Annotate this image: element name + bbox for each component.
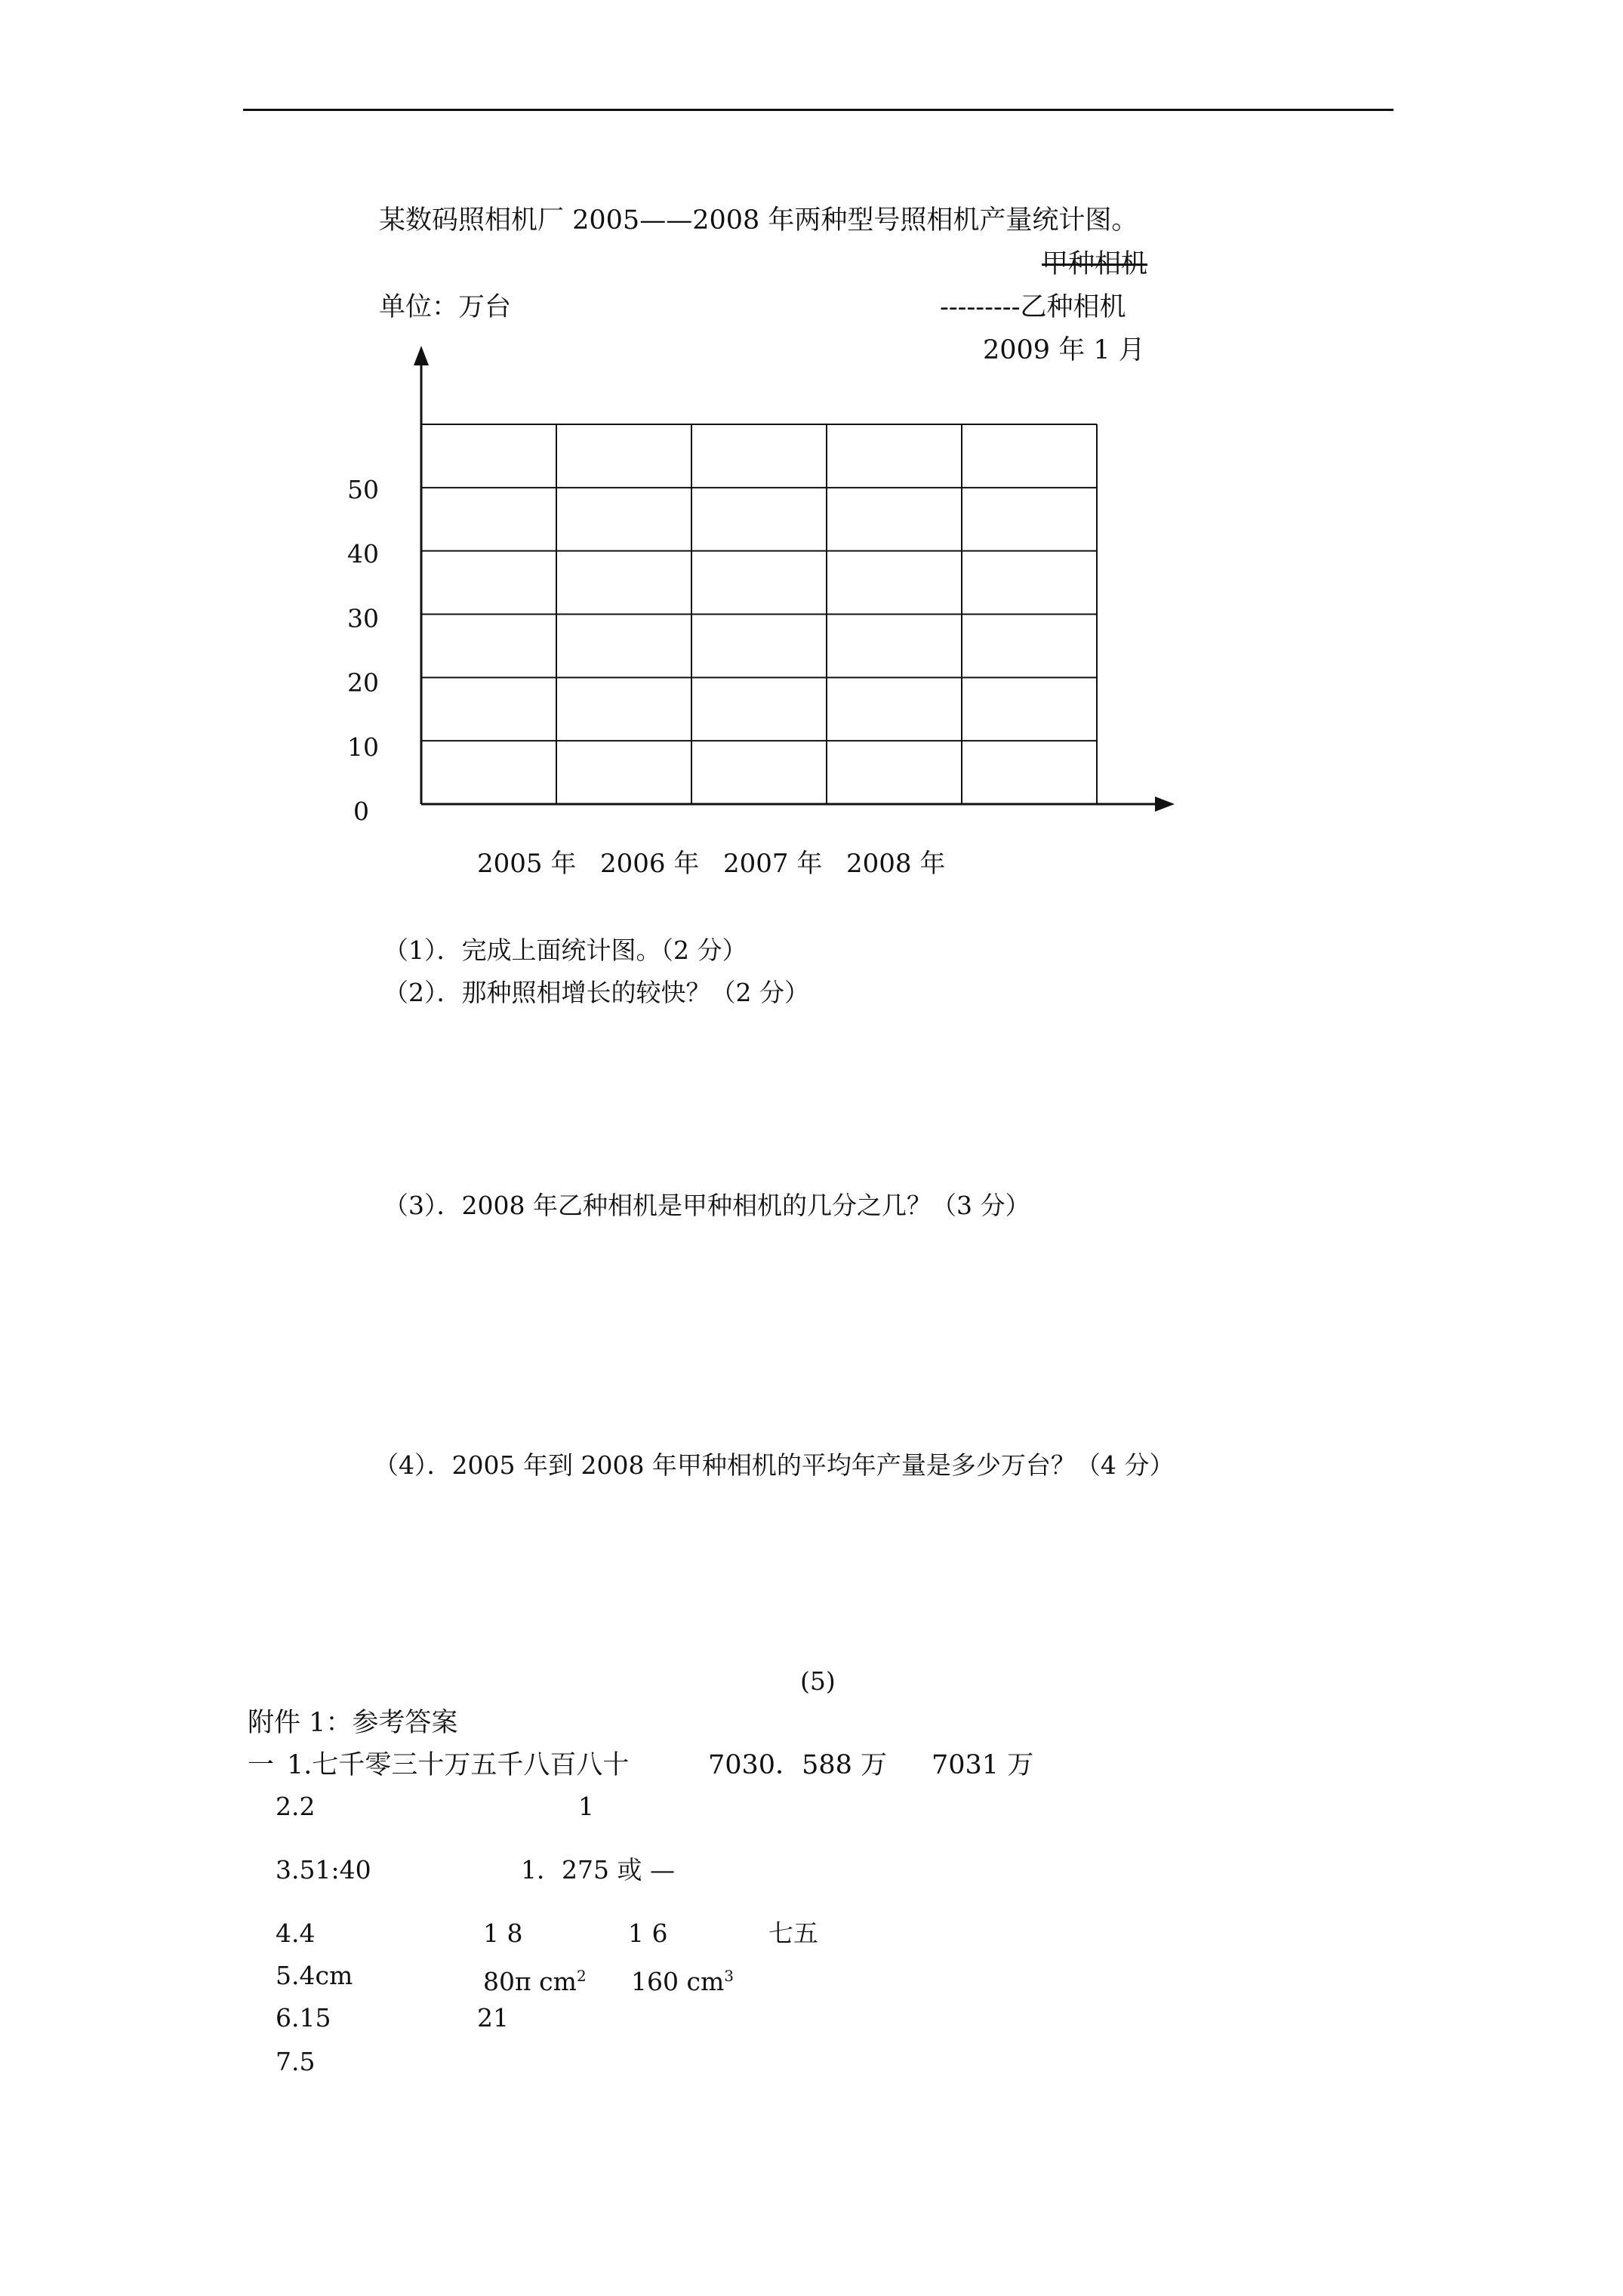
y-axis-arrow <box>414 346 429 365</box>
x-tick-label: 2006 年 <box>600 849 700 879</box>
answer-6-value-2: 21 <box>477 2003 509 2032</box>
answer-5-value-2-sup: 2 <box>576 1967 587 1985</box>
y-tick-label: 0 <box>353 797 369 826</box>
page-number: (5) <box>800 1666 836 1696</box>
answer-section-label: 一 <box>248 1750 275 1780</box>
x-tick-label: 2007 年 <box>723 849 823 879</box>
answer-1-value-3: 7031 万 <box>932 1750 1034 1780</box>
question-2: （2）．那种照相增长的较快？（2 分） <box>383 978 809 1007</box>
legend-yi-dashes: --------- <box>940 292 1021 322</box>
x-tick-labels <box>477 849 945 879</box>
answer-3-value-2: 1．275 或 — <box>521 1855 675 1885</box>
answer-5-value-3 <box>631 1962 734 1996</box>
appendix-heading: 附件 1：参考答案 <box>248 1708 458 1738</box>
y-tick-label: 40 <box>347 539 379 569</box>
y-tick-label: 10 <box>347 732 379 762</box>
question-1: （1）．完成上面统计图。（2 分） <box>383 935 747 965</box>
chart-svg <box>0 0 1623 906</box>
question-3: （3）．2008 年乙种相机是甲种相机的几分之几？（3 分） <box>383 1191 1030 1220</box>
answer-4-value-2: 1 8 <box>483 1918 523 1948</box>
answer-1-value-2: 7030．588 万 <box>708 1750 888 1780</box>
answer-2-value-2: 1 <box>578 1792 594 1821</box>
y-tick-labels <box>347 475 379 826</box>
answer-3: 3.51:40 <box>276 1855 371 1885</box>
answer-4-value-4: 七五 <box>768 1918 818 1948</box>
x-tick-label: 2008 年 <box>846 849 946 879</box>
answer-7: 7.5 <box>276 2047 316 2076</box>
legend-jia: 甲种相机 <box>1042 249 1148 279</box>
chart-grid <box>421 424 1097 804</box>
date-label: 2009 年 1 月 <box>983 335 1145 365</box>
answer-5-value-3-text: 160 cm <box>631 1967 725 1996</box>
answer-4: 4.4 <box>276 1918 316 1948</box>
answer-5-value-2 <box>483 1962 587 1996</box>
answer-5: 5.4cm <box>276 1961 353 1990</box>
x-axis-arrow <box>1155 797 1175 812</box>
chart-axes <box>414 346 1175 812</box>
legend-yi-label: 乙种相机 <box>1020 292 1126 322</box>
y-tick-label: 50 <box>347 475 379 504</box>
unit-label: 单位：万台 <box>379 292 512 322</box>
answer-1: 1.七千零三十万五千八百八十 <box>287 1750 630 1780</box>
answer-5-value-2-text: 80π cm <box>483 1967 577 1996</box>
answer-5-value-3-sup: 3 <box>724 1967 734 1985</box>
answer-4-value-3: 1 6 <box>628 1918 668 1948</box>
answer-6: 6.15 <box>276 2003 331 2032</box>
chart-title: 某数码照相机厂 2005——2008 年两种型号照相机产量统计图。 <box>379 205 1138 236</box>
answer-2: 2.2 <box>276 1792 316 1821</box>
x-tick-label: 2005 年 <box>477 849 577 879</box>
y-tick-label: 30 <box>347 603 379 633</box>
y-tick-label: 20 <box>347 667 379 698</box>
question-4: （4）．2005 年到 2008 年甲种相机的平均年产量是多少万台？（4 分） <box>374 1450 1175 1480</box>
